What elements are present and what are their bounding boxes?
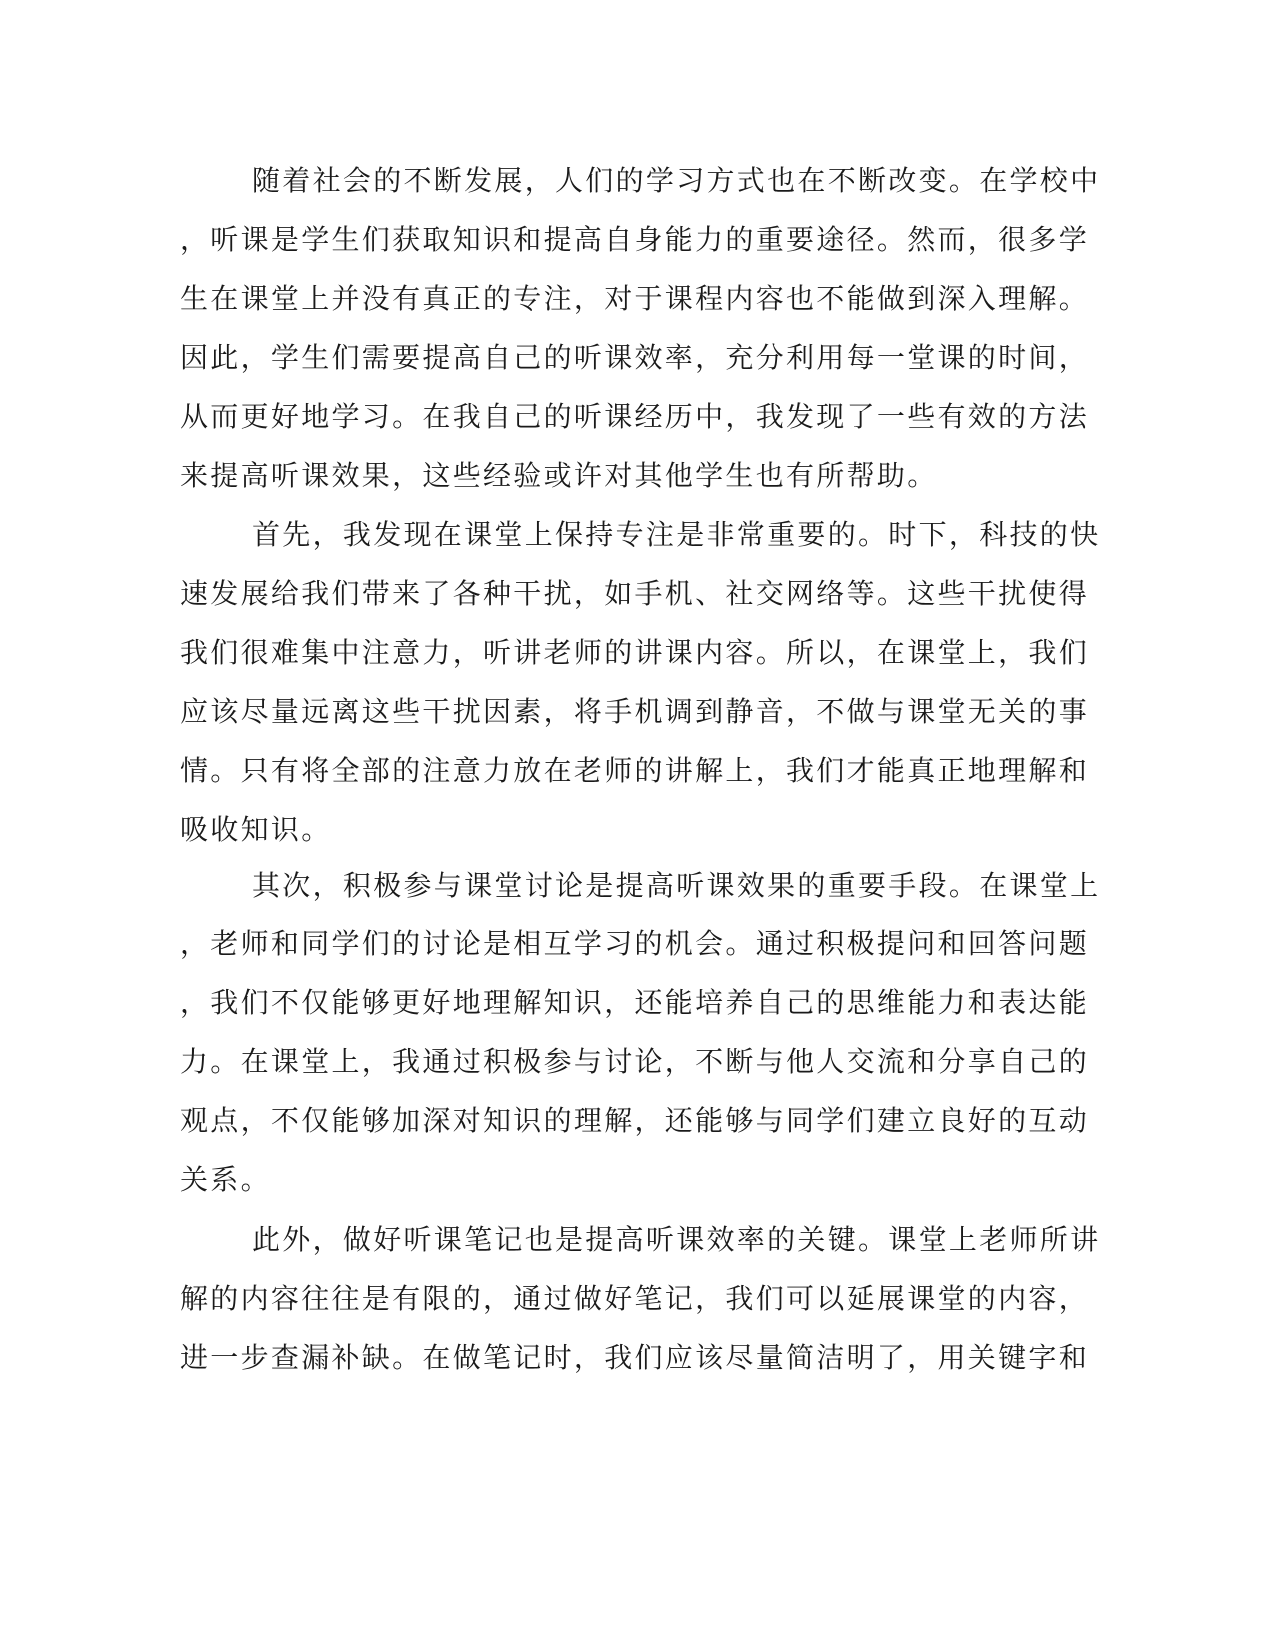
paragraph-3-line-3: ，我们不仅能够更好地理解知识，还能培养自己的思维能力和表达能 bbox=[180, 986, 1090, 1019]
paragraph-3-line-4: 力。在课堂上，我通过积极参与讨论，不断与他人交流和分享自己的 bbox=[180, 1045, 1090, 1078]
paragraph-1-line-2: ，听课是学生们获取知识和提高自身能力的重要途径。然而，很多学 bbox=[180, 223, 1090, 256]
paragraph-3-line-2: ，老师和同学们的讨论是相互学习的机会。通过积极提问和回答问题 bbox=[180, 927, 1090, 960]
paragraph-3-line-6: 关系。 bbox=[180, 1163, 271, 1196]
paragraph-4-line-3: 进一步查漏补缺。在做笔记时，我们应该尽量简洁明了，用关键字和 bbox=[180, 1341, 1090, 1374]
paragraph-2-line-6: 吸收知识。 bbox=[180, 813, 332, 846]
paragraph-3-line-1: 其次，积极参与课堂讨论是提高听课效果的重要手段。在课堂上 bbox=[252, 869, 1101, 902]
paragraph-2-line-2: 速发展给我们带来了各种干扰，如手机、社交网络等。这些干扰使得 bbox=[180, 577, 1090, 610]
paragraph-2-line-3: 我们很难集中注意力，听讲老师的讲课内容。所以，在课堂上，我们 bbox=[180, 636, 1090, 669]
paragraph-1-line-5: 从而更好地学习。在我自己的听课经历中，我发现了一些有效的方法 bbox=[180, 400, 1090, 433]
paragraph-1-line-1: 随着社会的不断发展，人们的学习方式也在不断改变。在学校中 bbox=[252, 164, 1101, 197]
paragraph-1-line-3: 生在课堂上并没有真正的专注，对于课程内容也不能做到深入理解。 bbox=[180, 282, 1090, 315]
paragraph-2-line-1: 首先，我发现在课堂上保持专注是非常重要的。时下，科技的快 bbox=[252, 518, 1101, 551]
paragraph-1-line-4: 因此，学生们需要提高自己的听课效率，充分利用每一堂课的时间， bbox=[180, 341, 1090, 374]
paragraph-1-line-6: 来提高听课效果，这些经验或许对其他学生也有所帮助。 bbox=[180, 459, 938, 492]
paragraph-4-line-2: 解的内容往往是有限的，通过做好笔记，我们可以延展课堂的内容， bbox=[180, 1282, 1090, 1315]
paragraph-4-line-1: 此外，做好听课笔记也是提高听课效率的关键。课堂上老师所讲 bbox=[252, 1223, 1101, 1256]
paragraph-2-line-5: 情。只有将全部的注意力放在老师的讲解上，我们才能真正地理解和 bbox=[180, 754, 1090, 787]
paragraph-2-line-4: 应该尽量远离这些干扰因素，将手机调到静音，不做与课堂无关的事 bbox=[180, 695, 1090, 728]
paragraph-3-line-5: 观点，不仅能够加深对知识的理解，还能够与同学们建立良好的互动 bbox=[180, 1104, 1090, 1137]
